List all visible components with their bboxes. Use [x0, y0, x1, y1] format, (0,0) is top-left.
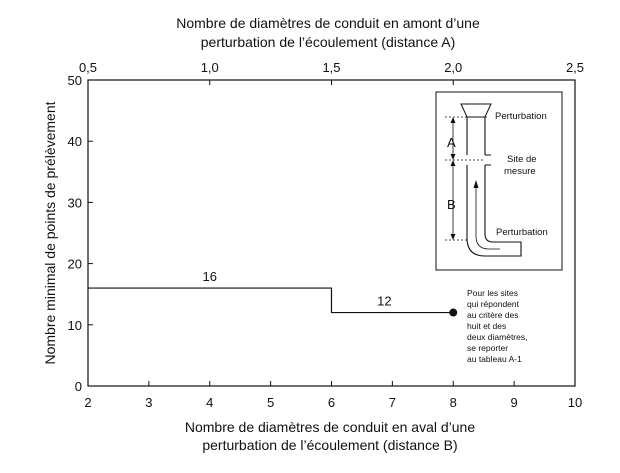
bottom-axis-title-line1: Nombre de diamètres de conduit en aval d’une: [184, 419, 476, 435]
y-axis-title: Nombre minimal de points de prélèvement: [42, 101, 58, 365]
y-tick-label: 10: [67, 317, 82, 333]
inset-diagram: [436, 92, 562, 270]
inset-label-site-2: mesure: [504, 166, 536, 177]
note-line: huit et des: [467, 321, 507, 331]
top-axis-title-line2: perturbation de l’écoulement (distance A): [200, 34, 456, 50]
x-tick-label: 4: [206, 395, 214, 410]
x-tick-label: 8: [449, 395, 457, 410]
step-label-12: 12: [377, 293, 392, 309]
x-tick-label: 5: [267, 395, 275, 410]
top-axis-ticks: [79, 60, 584, 85]
top-tick-label: 2,0: [444, 60, 463, 75]
x-tick-label: 2: [84, 395, 92, 410]
y-tick-label: 40: [67, 134, 82, 150]
inset-label-perturbation-top: Perturbation: [495, 111, 547, 122]
top-tick-label: 2,5: [565, 60, 585, 75]
note-line: au tableau A-1: [467, 354, 522, 364]
y-tick-label: 50: [67, 73, 82, 88]
endpoint-marker: [449, 309, 457, 317]
note-line: deux diamètres,: [467, 332, 528, 342]
bottom-axis-title-line2: perturbation de l’écoulement (distance B): [202, 437, 458, 453]
x-tick-label: 7: [388, 395, 396, 410]
top-axis-title-line1: Nombre de diamètres de conduit en amont d’une: [176, 15, 480, 31]
step-label-16: 16: [202, 269, 217, 285]
note-line: au critère des: [467, 310, 519, 320]
left-axis-ticks: [68, 73, 93, 394]
bottom-axis-ticks: [84, 381, 582, 410]
x-tick-label: 6: [327, 395, 336, 410]
top-tick-label: 1,5: [322, 60, 341, 75]
note-line: qui répondent: [467, 299, 519, 309]
inset-label-perturbation-bottom: Perturbation: [496, 227, 548, 238]
x-tick-label: 10: [567, 395, 583, 410]
top-tick-label: 0,5: [78, 60, 98, 75]
inset-label-b: B: [447, 197, 456, 212]
note-line: Pour les sites: [467, 288, 519, 298]
y-tick-label: 20: [67, 256, 82, 272]
y-tick-label: 0: [74, 379, 82, 394]
series-line: [88, 288, 453, 312]
inset-label-a: A: [447, 135, 456, 150]
top-tick-label: 1,0: [200, 60, 219, 75]
inset-label-site-1: Site de: [507, 154, 537, 165]
x-tick-label: 3: [145, 395, 153, 410]
y-tick-label: 30: [67, 195, 82, 211]
note-line: se reporter: [467, 343, 509, 353]
note: [467, 288, 527, 364]
x-tick-label: 9: [510, 395, 518, 410]
